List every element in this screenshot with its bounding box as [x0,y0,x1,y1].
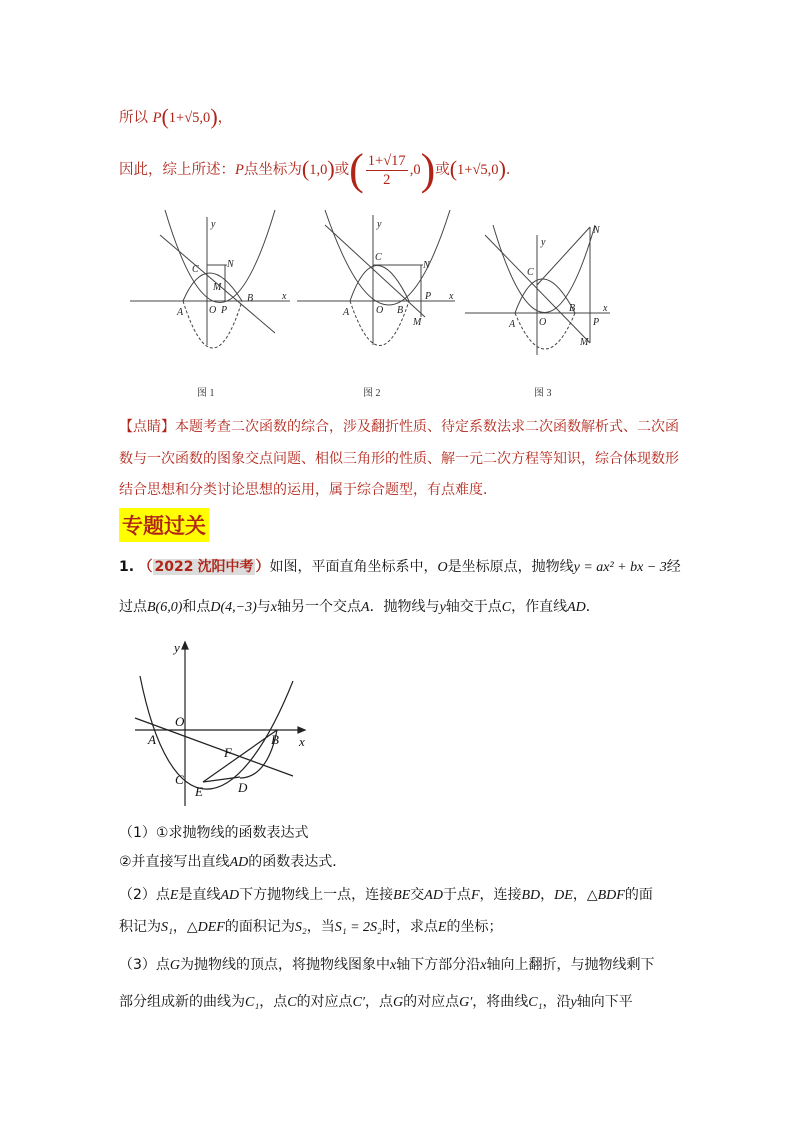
text: 的坐标； [446,919,503,935]
fig1-label: y [211,219,216,230]
figure-1 [130,210,290,348]
text: 是坐标原点，抛物线 [447,559,574,575]
line-cn [537,227,590,285]
paren-open: ( [301,156,310,181]
paren-open: ( [161,104,169,129]
graph-label: O [175,714,185,729]
text: ②并直接写出直线 [119,854,230,870]
text: ，点 [259,994,288,1010]
text: ．抛物线与 [369,599,440,615]
fig3-label: P [593,317,600,328]
comment-text: 结合思想和分类讨论思想的运用，属于综合题型，有点难度． [119,482,497,498]
text: 交 [410,887,425,903]
text: 或 [435,162,450,178]
fig1-label: M [213,282,222,293]
var: C₁ [245,995,260,1010]
var: G [169,958,181,973]
triangle: △BDF [586,888,625,903]
fig3-label: C [527,267,534,278]
text: ． [505,162,521,178]
text: ，沿 [542,994,571,1010]
fig2-label: O [376,305,384,316]
fig1-label: O [209,305,217,316]
point-label: P [235,162,244,178]
part-2-line-2 [119,916,502,936]
line-ad [135,718,293,776]
part-3-line-2 [119,991,633,1011]
var: G [392,995,404,1010]
question-number: 1. [119,559,135,575]
segment-be [203,730,277,782]
text: 经 [666,559,681,575]
fraction [366,152,408,189]
fig1-label: B [247,293,254,304]
fig3-label: y [541,237,546,248]
fig2-label: P [425,291,432,302]
fig2-label: C [375,252,382,263]
text: 积记为 [119,919,161,935]
graph-label: F [224,745,232,760]
var: x [480,958,487,973]
text: （1）①求抛物线的函数表达式 [119,825,309,841]
var: BE [393,888,411,903]
comment-text: 本题考查二次函数的综合，涉及翻折性质、待定系数法求二次函数解析式、二次函 [175,419,679,435]
figure-1-caption: 图 1 [197,388,215,399]
text: ， [540,887,555,903]
text: ，将曲线 [472,994,529,1010]
comment-line-2 [119,448,679,468]
text: 轴向下平 [576,994,633,1010]
var: O [437,560,448,575]
text: ，点 [364,994,393,1010]
text: 轴向上翻折，与抛物线剩下 [486,957,655,973]
text: （2）点 [119,887,170,903]
fig2-label: N [423,260,430,271]
coordinate-1: 1,0 [309,162,328,178]
text: 如图，平面直角坐标系中， [269,559,438,575]
var: AD [567,600,586,615]
paren-close: ) [210,104,218,129]
text: 于点 [442,887,471,903]
text: ，连接 [479,887,522,903]
result-line-1 [119,104,232,130]
text: ，作直线 [511,599,568,615]
text: 的面 [624,887,653,903]
question-graph [125,636,325,811]
fig1-label: C [192,264,199,275]
fig3-label: O [539,317,547,328]
graph-label: A [148,732,156,747]
graph-label: D [238,780,248,795]
comment-text: 数与一次函数的图象交点问题、相似三角形的性质、解一元二次方程等知识，综合体现数形 [119,451,679,467]
text: ，当 [306,919,335,935]
y-arrow [182,642,188,649]
var: DE [554,888,573,903]
coordinate-3: 1+√5,0 [457,162,499,178]
var: G′ [459,995,473,1010]
var: x [270,600,277,615]
triangle: △DEF [186,920,225,935]
paren-open: ( [449,156,458,181]
text: 的对应点 [403,994,460,1010]
fig3-label: N [593,225,600,236]
var: AD [424,888,443,903]
result-line-2 [119,145,521,194]
text: 因此，综上所述： [119,162,235,178]
fig1-label: P [221,305,228,316]
part-1b [119,851,346,871]
fig1-label: N [227,259,234,270]
point-label: P [152,110,162,126]
text: ， [172,919,187,935]
fraction-numerator: 1+√17 [367,152,406,169]
coordinate-2-tail: ,0 [409,162,421,178]
fig2-label: A [343,307,350,318]
part-1a [119,822,308,842]
text: 的面积记为 [224,919,295,935]
graph-label: B [271,732,279,747]
text: （3）点 [119,957,170,973]
text: 时，求点 [381,919,438,935]
var: AD [220,888,240,903]
graph-label: x [299,734,305,749]
graph-label: E [195,784,203,799]
paren-open: ( [349,145,364,194]
coordinate: 1+√5,0 [168,110,211,126]
fig3-label: B [569,303,576,314]
var: C [501,600,512,615]
var: S₂ [294,920,307,935]
text: ， [572,887,587,903]
fig3-label: M [580,337,589,348]
line-cb [325,225,425,317]
var: C [287,995,297,1010]
question-1-line-1 [119,556,681,576]
source-open: （ [138,559,153,575]
var: C₁ [528,995,543,1010]
fig2-label: B [397,305,404,316]
var: AD [229,855,249,870]
paren-close: ) [327,156,335,181]
paren-close: ) [420,145,436,194]
graph-label: C [175,772,184,787]
comment-tag: 【点睛】 [119,419,175,435]
text: 是直线 [178,887,221,903]
figure-2 [297,210,455,346]
x-arrow [298,727,305,733]
text: 所以 [119,110,148,126]
fig2-label: x [449,291,454,302]
equation: S₁ = 2S₂ [334,920,382,935]
fig1-label: x [282,291,287,302]
source-name: 沈阳中考 [197,559,254,575]
solution-figures [125,205,670,400]
text: 轴下方部分沿 [396,957,481,973]
var: E [169,888,179,903]
fig3-label: A [509,319,516,330]
part-2-line-1 [119,884,653,904]
text: 的函数表达式． [248,854,347,870]
question-1-line-2 [119,596,600,616]
var: x [390,958,397,973]
var: y [570,995,577,1010]
var: C′ [352,995,365,1010]
figure-2-caption: 图 2 [363,388,381,399]
source-close: ） [255,559,270,575]
fig3-label: x [603,303,608,314]
var: E [437,920,447,935]
fig2-label: M [413,317,422,328]
text: 的对应点 [296,994,353,1010]
var: F [470,888,480,903]
source-year: 2022 [154,559,194,575]
figure-3-caption: 图 3 [534,388,552,399]
equation: y = ax² + bx − 3 [573,560,667,575]
text: 下方抛物线上一点，连接 [239,887,394,903]
text: 部分组成新的曲线为 [119,994,245,1010]
text: 过点 [119,599,147,615]
figure-3 [465,225,610,355]
text: 与 [256,599,271,615]
point: B(6,0) [147,600,183,615]
fraction-denominator: 2 [383,171,391,188]
section-title: 专题过关 [119,508,209,542]
var: y [439,600,446,615]
text: 点坐标为 [243,162,302,178]
fig1-label: A [177,307,184,318]
text: 轴交于点 [445,599,502,615]
point: D(4,−3) [210,600,257,615]
text: 轴另一个交点 [277,599,361,615]
part-3-line-1 [119,954,654,974]
text: ． [585,599,600,615]
text: 或 [334,162,350,178]
parabola [325,210,450,305]
fig2-label: y [377,219,382,230]
text: 和点 [182,599,211,615]
graph-label: y [174,640,180,655]
comment-line-3 [119,479,497,499]
paren-close: ) [498,156,506,181]
text: 为抛物线的顶点，将抛物线图象中 [180,957,391,973]
comment-line-1 [119,416,679,436]
var: BD [521,888,541,903]
var: S₁ [161,920,173,935]
var: A [361,600,370,615]
text: ， [217,110,233,126]
